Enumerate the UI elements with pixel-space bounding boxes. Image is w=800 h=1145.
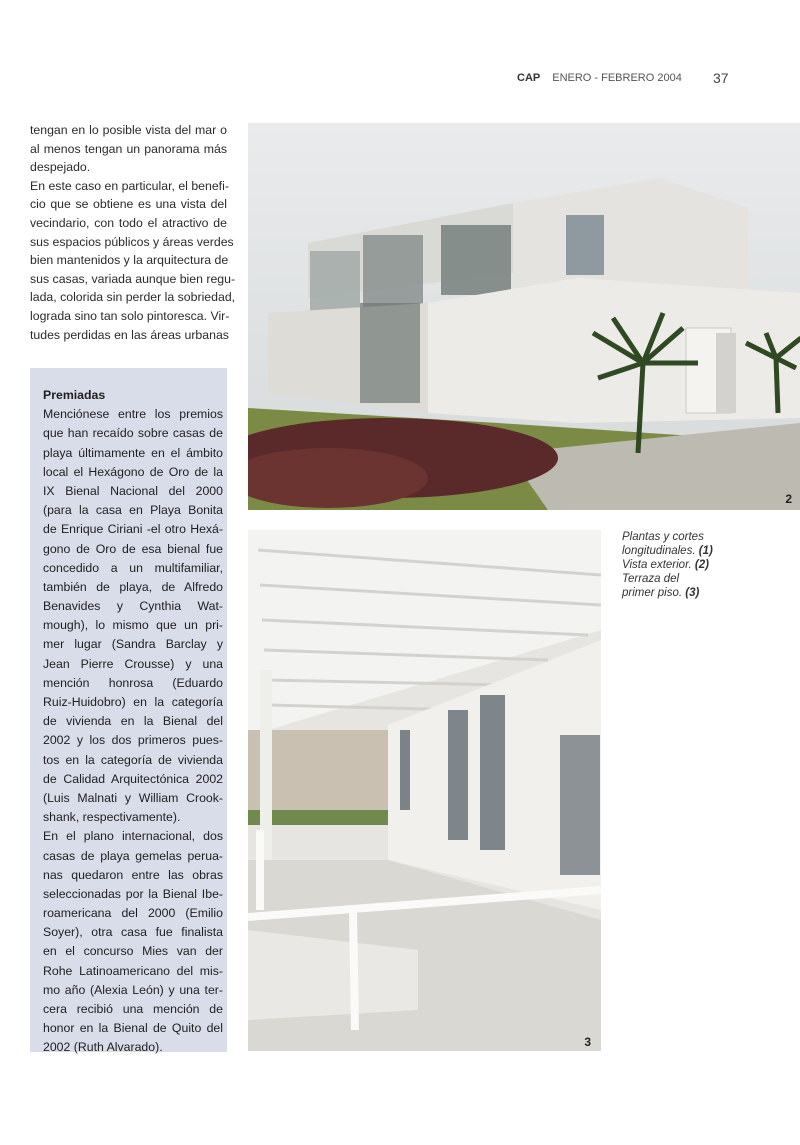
- page-number: 37: [713, 70, 729, 86]
- caption-figure-ref: (2): [694, 559, 709, 571]
- sidebar-text-line: playa últimamente en el ámbito: [43, 445, 223, 460]
- caption-text: Vista exterior.: [622, 559, 695, 571]
- main-text-line: tengan en lo posible vista del mar o: [30, 123, 227, 137]
- sidebar-text-line: mer lugar (Sandra Barclay y: [43, 637, 223, 652]
- sidebar-text-line: honor en la Bienal de Quito del: [43, 1021, 223, 1036]
- main-text-line: sus espacios públicos y áreas verdes: [30, 234, 234, 249]
- caption-text: primer piso.: [622, 587, 686, 599]
- main-text-line: al menos tengan un panorama más: [30, 141, 227, 156]
- magazine-name: CAP: [517, 72, 541, 84]
- sidebar-text-line: Benavides y Cynthia Wat-: [43, 599, 223, 614]
- main-text-line: lograda sino tan solo pintoresca. Vir-: [30, 308, 230, 323]
- sidebar-text-line: tos en la categoría de vivienda: [43, 752, 223, 767]
- main-text-line: bien mantenidos y la arquitectura de: [30, 253, 229, 268]
- caption-text: Plantas y cortes: [622, 531, 704, 543]
- sidebar-text-line: de Enrique Ciriani -el otro Hexá-: [43, 522, 223, 537]
- sidebar-text-line: roamericana del 2000 (Emilio: [43, 906, 223, 921]
- sidebar-text-line: seleccionadas por la Bienal Ibe-: [43, 886, 223, 901]
- sidebar-text-line: casas de playa gemelas perua-: [43, 848, 223, 863]
- caption-text: Terraza del: [622, 573, 680, 585]
- main-text-line: sus casas, variada aunque bien regu-: [30, 271, 236, 286]
- caption-text: longitudinales.: [622, 545, 699, 557]
- main-text-line: cio que se obtiene es una vista del: [30, 197, 227, 212]
- sidebar-text-line: 2002 y los dos primeros pues-: [43, 733, 223, 748]
- sidebar-text-line: mo año (Alexia León) y una ter-: [43, 982, 223, 997]
- caption-line: [622, 572, 713, 586]
- main-text-line: tudes perdidas en las áreas urbanas: [30, 327, 229, 342]
- issue-date: ENERO - FEBRERO 2004: [552, 72, 682, 84]
- sidebar-text-line: Ruiz-Huidobro) en la categoría: [43, 695, 223, 709]
- sidebar-text-line: cera recibió una mención de: [43, 1002, 223, 1016]
- sidebar-text: [43, 386, 223, 1058]
- main-text-line: despejado.: [30, 160, 91, 175]
- sidebar-text-line: (para la casa en Playa Bonita: [43, 503, 223, 518]
- sidebar-text-line: Menciónese entre los premios: [43, 407, 223, 422]
- sidebar-text-line: mención honrosa (Eduardo: [43, 675, 223, 690]
- main-text-column: [30, 121, 236, 344]
- sidebar-text-line: shank, respectivamente).: [43, 810, 181, 825]
- sidebar-text-line: en el concurso Mies van der: [43, 944, 223, 959]
- sidebar-text-line: local el Hexágono de Oro de la: [43, 464, 223, 479]
- caption-figure-ref: (1): [698, 545, 713, 557]
- sidebar-text-line: también de playa, de Alfredo: [43, 579, 223, 594]
- figure-number-3: 3: [584, 1035, 591, 1049]
- sidebar-text-line: concedido a un multifamiliar,: [43, 560, 223, 575]
- photo-exterior-view: [248, 123, 800, 510]
- sidebar-text-line: mough), lo mismo que un pri-: [43, 618, 223, 633]
- main-text-line: lada, colorida sin perder la sobriedad,: [30, 290, 236, 305]
- sidebar-text-line: que han recaído sobre casas de: [43, 426, 223, 441]
- sidebar-text-line: Jean Pierre Crousse) y una: [43, 656, 223, 671]
- sidebar-text-line: Rohe Latinoamericano del mis-: [43, 963, 223, 978]
- figure-number-2: 2: [785, 492, 792, 506]
- sidebar-text-line: gono de Oro de esa bienal fue: [43, 541, 223, 556]
- caption-line: [622, 586, 713, 600]
- sidebar-text-line: Soyer), otra casa fue finalista: [43, 925, 223, 940]
- sidebar-text-line: En el plano internacional, dos: [43, 829, 223, 844]
- main-text-line: En este caso en particular, el benefi-: [30, 178, 229, 193]
- sidebar-text-line: de vivienda en la Bienal del: [43, 714, 223, 729]
- photo-terrace: [248, 530, 601, 1051]
- caption-figure-ref: (3): [685, 587, 700, 599]
- sidebar-text-line: IX Bienal Nacional del 2000: [43, 483, 223, 498]
- photo-caption: [622, 530, 713, 600]
- sidebar-text-line: nas quedaron entre las obras: [43, 867, 223, 882]
- sidebar-text-line: (Luis Malnati y William Crook-: [43, 790, 223, 805]
- caption-line: [622, 544, 713, 558]
- running-header: [517, 72, 682, 84]
- sidebar-title: Premiadas: [43, 388, 106, 402]
- caption-line: [622, 530, 713, 544]
- sidebar-text-line: 2002 (Ruth Alvarado).: [43, 1040, 163, 1055]
- main-text-line: vecindario, con todo el atractivo de: [30, 215, 227, 230]
- sidebar-text-line: de Calidad Arquitectónica 2002: [43, 771, 223, 786]
- caption-line: [622, 558, 713, 572]
